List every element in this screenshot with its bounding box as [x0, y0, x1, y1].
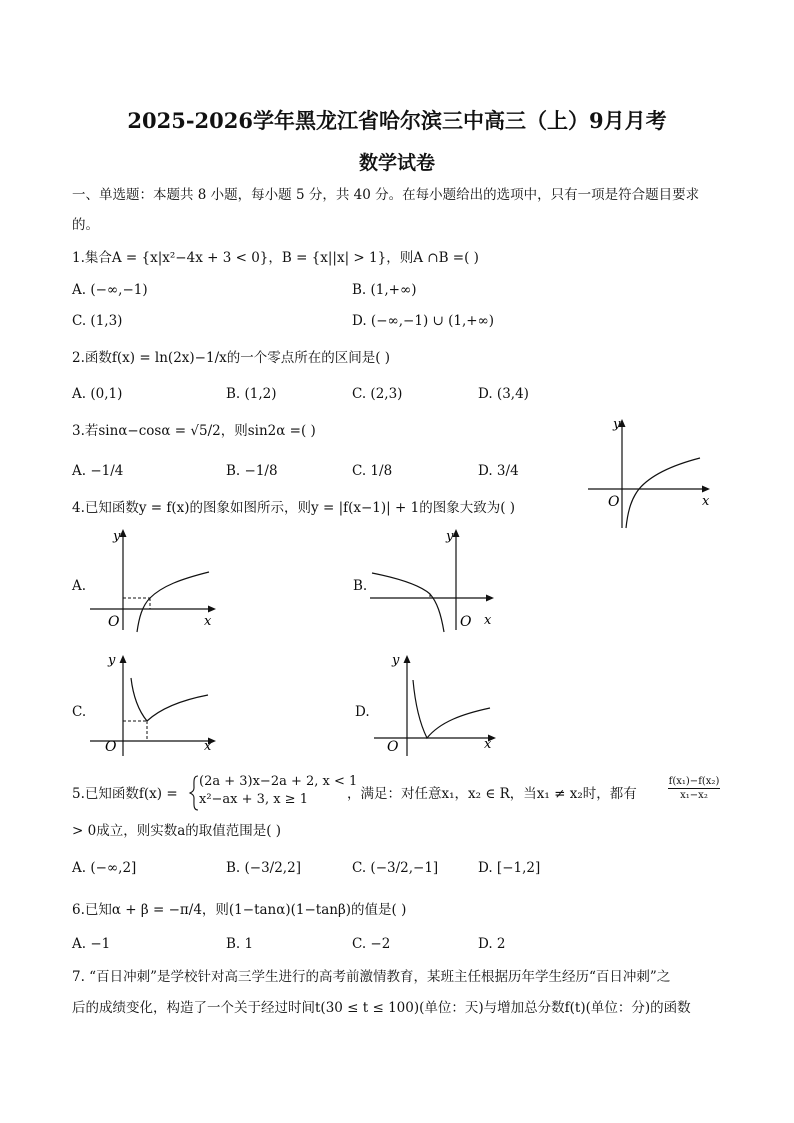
q5-option-b: B. (−3/2,2] — [226, 860, 301, 876]
q6-option-b: B. 1 — [226, 936, 254, 952]
svg-text:x: x — [204, 614, 212, 629]
q5-fraction — [668, 775, 720, 802]
svg-text:y: y — [108, 653, 116, 668]
section-heading-cont: 的。 — [72, 217, 99, 233]
q6-option-a: A. −1 — [72, 936, 111, 952]
q4-option-c-graph — [86, 650, 226, 760]
q5-case-2: x²−ax + 3, x ≥ 1 — [199, 792, 308, 807]
q3-option-c: C. 1/8 — [352, 463, 393, 479]
svg-text:O: O — [387, 739, 399, 755]
q1-option-c: C. (1,3) — [72, 313, 123, 329]
q7-line-2: 后的成绩变化，构造了一个关于经过时间t(30 ≤ t ≤ 100)(单位：天)与增加总分数f(t)(单位：分)的函数 — [72, 1000, 691, 1016]
q5-condition: ，满足：对任意x₁，x₂ ∈ R，当x₁ ≠ x₂时，都有 — [347, 786, 637, 802]
q4-stem: 4.已知函数y = f(x)的图象如图所示，则y = |f(x−1)| + 1的图象大致为( ) — [72, 500, 516, 516]
q6-option-d: D. 2 — [478, 936, 506, 952]
q3-option-b: B. −1/8 — [226, 463, 278, 479]
q7-line-1: 7. “百日冲刺”是学校针对高三学生进行的高考前激情教育，某班主任根据历年学生经历“百日冲刺”之 — [72, 969, 671, 985]
q5-option-d: D. [−1,2] — [478, 860, 541, 876]
page-subtitle: 数学试卷 — [358, 152, 435, 174]
q2-option-c: C. (2,3) — [352, 386, 403, 402]
q4-option-d-label: D. — [355, 704, 370, 720]
svg-text:y: y — [113, 529, 121, 544]
q5-fraction-numerator: f(x₁)−f(x₂) — [668, 776, 720, 787]
q3-stem: 3.若sinα−cosα = √5/2，则sin2α =( ) — [72, 423, 316, 439]
q4-option-d-graph — [370, 650, 510, 760]
svg-text:x: x — [484, 613, 492, 628]
svg-text:y: y — [446, 529, 454, 544]
q2-stem: 2.函数f(x) = ln(2x)−1/x的一个零点所在的区间是( ) — [72, 350, 391, 366]
q1-stem: 1.集合A = {x|x²−4x + 3 < 0}，B = {x||x| > 1}，则A ∩B =( ) — [72, 250, 479, 266]
q1-option-a: A. (−∞,−1) — [72, 282, 148, 298]
q4-option-a-label: A. — [72, 578, 87, 594]
svg-text:x: x — [484, 737, 492, 752]
section-heading: 一、单选题：本题共 8 小题，每小题 5 分，共 40 分。在每小题给出的选项中，只有一项是符合题目要求 — [72, 187, 700, 203]
q1-option-b: B. (1,+∞) — [352, 282, 417, 298]
q5-fraction-denominator: x₁−x₂ — [680, 790, 708, 801]
q1-option-d: D. (−∞,−1) ∪ (1,+∞) — [352, 313, 495, 329]
q2-option-a: A. (0,1) — [72, 386, 123, 402]
q4-option-a-graph — [86, 524, 226, 634]
q2-option-b: B. (1,2) — [226, 386, 277, 402]
q4-ref-x-label: x — [702, 494, 710, 509]
q6-option-c: C. −2 — [352, 936, 391, 952]
q4-option-b-graph — [366, 524, 506, 634]
q5-option-c: C. (−3/2,−1] — [352, 860, 439, 876]
q5-prefix: 5.已知函数f(x) = — [72, 786, 178, 802]
q4-ref-origin: O — [608, 494, 620, 510]
svg-text:O: O — [105, 739, 117, 755]
svg-text:x: x — [204, 739, 212, 754]
q5-case-1: (2a + 3)x−2a + 2, x < 1 — [199, 774, 358, 789]
q5-option-a: A. (−∞,2] — [72, 860, 137, 876]
q4-reference-graph — [584, 414, 720, 532]
q5-stem-cont: > 0成立，则实数a的取值范围是( ) — [72, 823, 282, 839]
q4-option-b-label: B. — [353, 578, 368, 594]
q4-option-c-label: C. — [72, 704, 87, 720]
q6-stem: 6.已知α + β = −π/4，则(1−tanα)(1−tanβ)的值是( ) — [72, 902, 407, 918]
svg-text:O: O — [108, 614, 120, 630]
svg-text:y: y — [392, 653, 400, 668]
q3-option-d: D. 3/4 — [478, 463, 519, 479]
page-title: 2025-2026学年黑龙江省哈尔滨三中高三（上）9月月考 — [127, 108, 667, 133]
q3-option-a: A. −1/4 — [72, 463, 124, 479]
svg-text:O: O — [460, 614, 472, 630]
q2-option-d: D. (3,4) — [478, 386, 529, 402]
q4-ref-y-label: y — [613, 417, 621, 432]
